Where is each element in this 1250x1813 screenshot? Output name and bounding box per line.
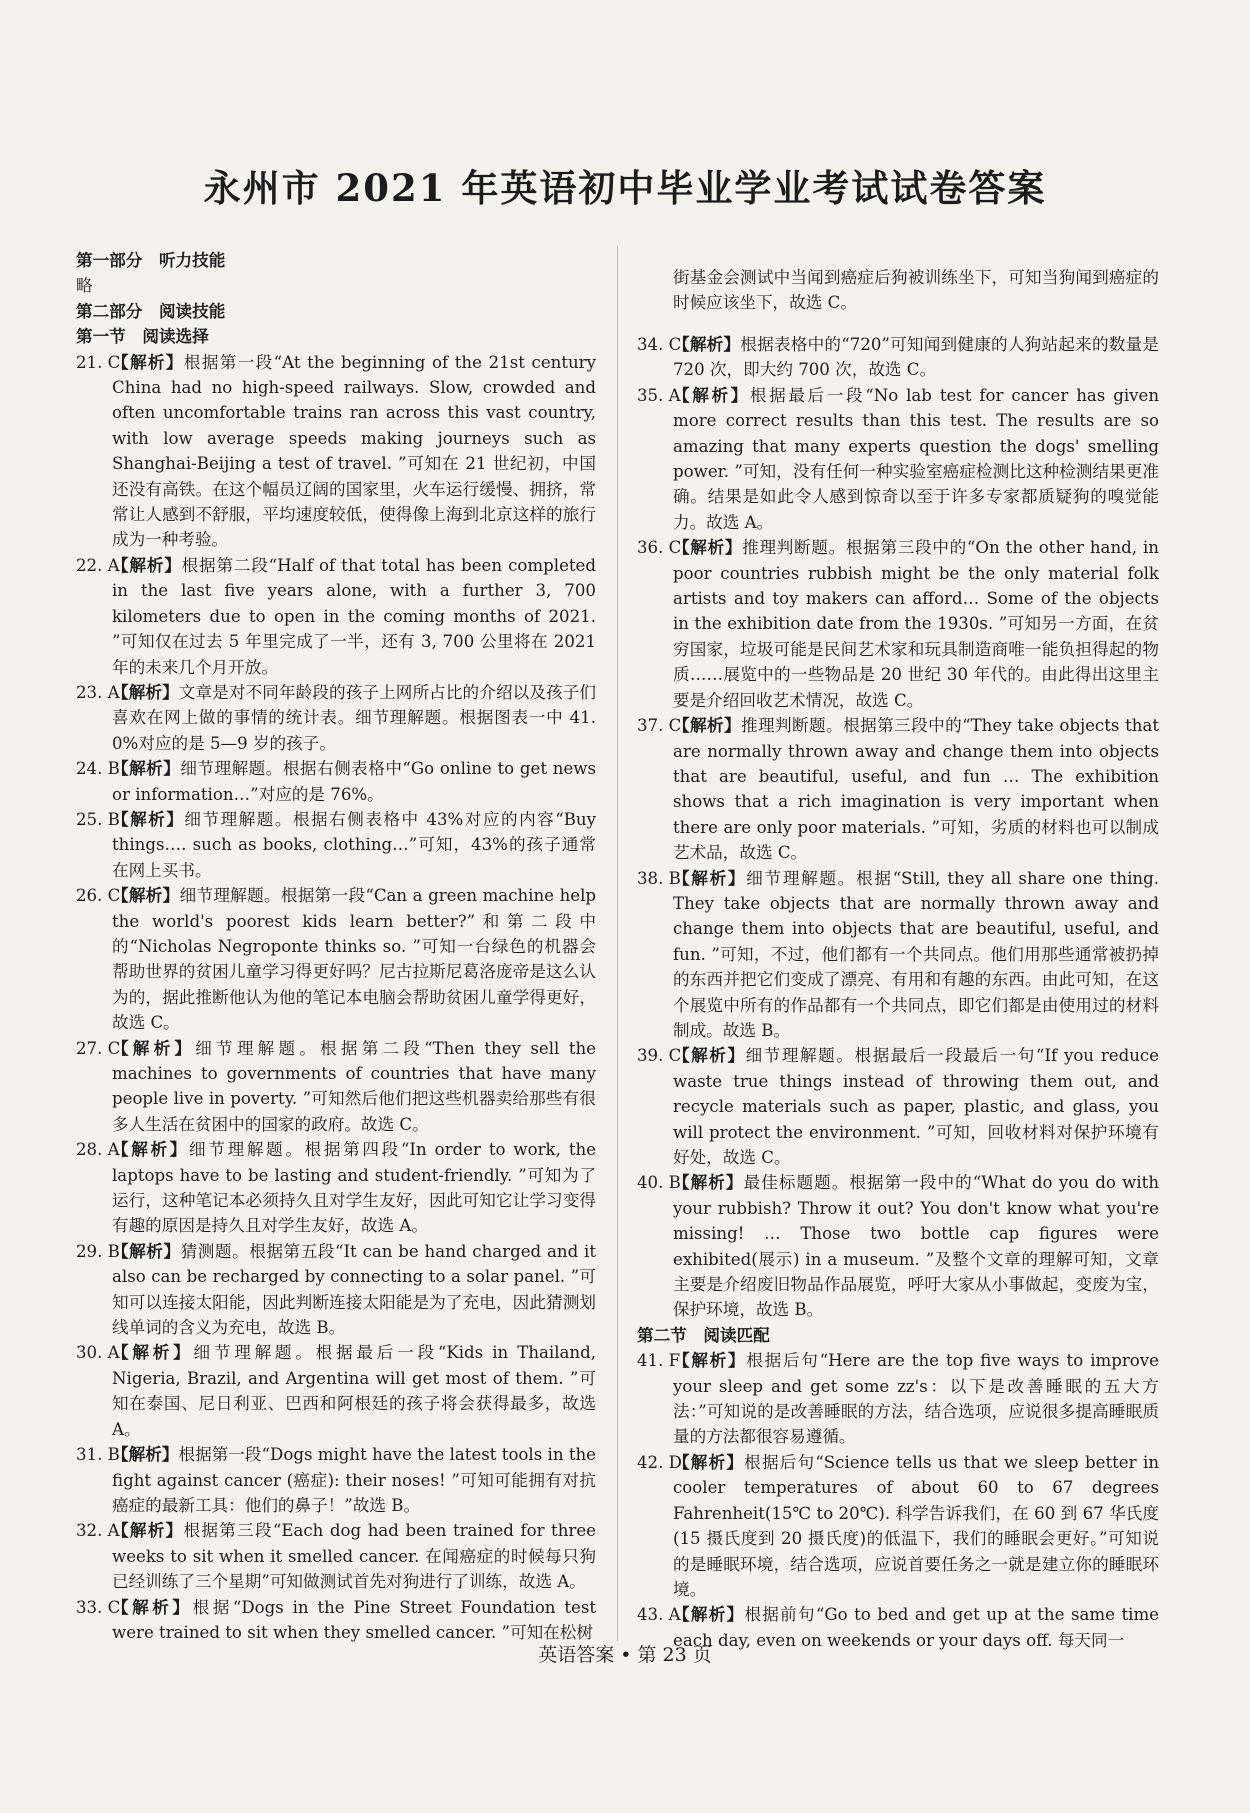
answer-item [76,756,596,807]
section2-heading: 第二节 阅读匹配 [637,1324,770,1345]
answer-text [112,883,596,1035]
answer-number: 29. B [76,1241,120,1261]
answer-item [637,866,1159,1044]
answer-text [112,807,596,883]
answer-body: 猜测题。根据第五段“It can be hand charged and it also can be recharged by connecting to a solar panel. ”可知可以连接太阳能，因此判断连接太阳能是为了充电，因此猜测划线单词的含义为充电，故选 B。 [112,1241,597,1338]
answer-item [76,680,596,756]
analysis-tag: 【解析】 [673,384,750,405]
answer-item [76,1340,596,1442]
answer-body: 细节理解题。根据第一段“Can a green machine help the world's poorest kids learn better?”和第二段中的“Nicholas Negroponte thinks so. ”可知一台绿色的机器会帮助世界的贫困儿童学习得更好吗？尼古拉斯尼葛洛庞帝是这么认为的，据此推断他认为他的笔记本电脑会帮助贫困儿童学得更好，故选 C。 [112,886,597,1033]
analysis-tag: 【解析】 [673,334,741,354]
part2-heading: 第二部分 阅读技能 [76,300,226,321]
answer-body: 细节理解题。根据右侧表格中 43%对应的内容“Buy things…. such as books, clothing…”可知，43%的孩子通常在网上买书。 [112,809,596,880]
answer-item [637,535,1159,713]
answer-number: 43. A [637,1605,681,1625]
page-title: 永州市 2021 年英语初中毕业学业考试试卷答案 [203,166,1047,210]
answer-number: 24. B [76,759,120,779]
answer-text [112,350,596,553]
analysis-tag: 【解析】 [112,1520,184,1541]
part1-text: 略 [76,276,93,296]
answer-text [673,535,1159,713]
answer-text [112,680,596,756]
answer-body: 根据前句“Go to bed and get up at the same time each day, even on weekends or your days off. 每天同一 [673,1605,1160,1650]
answer-number: 33. C [76,1597,121,1617]
answer-number: 27. C [76,1038,121,1058]
answer-text [112,1239,596,1341]
answer-number: 32. A [76,1521,120,1541]
analysis-tag: 【解析】 [112,808,185,829]
section1-heading: 第一节 阅读选择 [76,326,209,347]
answer-item [637,1043,1159,1170]
analysis-tag: 【解析】 [112,1240,181,1261]
answer-item [76,553,596,680]
answer-item [76,1595,596,1646]
answer-item [76,1518,596,1594]
answer-body: 根据最后一段“No lab test for cancer has given more correct results than this test. The results are so amazing that many experts question the dogs' smelling power. ”可知，没有任何一种实验室癌症检测比这种检测结果更准确。结果是如此令人感到惊奇以至于许多专家都质疑狗的嗅觉能力。故选 A。 [673,385,1160,532]
answer-text [673,383,1159,535]
answer-body: 根据第一段“At the beginning of the 21st century China had no high-speed railways. Slow, crowded and often uncomfortable trains ran across this vast country, with low average speeds making journeys such as Shanghai-Beijing a test of travel. ”可知在 21 世纪初，中国还没有高铁。在这个幅员辽阔的国家里，火车运行缓慢、拥挤，常常让人感到不舒服，平均速度较低，使得像上海到北京这样的旅行成为一种考验。 [112,352,596,550]
right-column [637,248,1159,1653]
analysis-tag: 【解析】 [112,554,182,575]
answer-item [76,1137,596,1239]
answer-text [673,713,1159,865]
answer-item [76,1036,596,1138]
answer-body: 最佳标题题。根据第一段中的“What do you do with your rubbish? Throw it out? You don't know what you're missing! … Those two bottle cap figures were exhibited(展示) in a museum. ”及整个文章的理解可知，文章主要是介绍废旧物品作品展览，呼吁大家从小事做起，变废为宝，保护环境，故选 B。 [673,1173,1160,1320]
answer-number: 31. B [76,1445,120,1465]
analysis-tag: 【解析】 [112,1037,196,1058]
analysis-tag: 【解析】 [673,1350,747,1371]
answer-body: 细节理解题。根据右侧表格中“Go online to get news or information…”对应的是 76%。 [112,759,597,804]
answer-text [673,1170,1159,1322]
analysis-tag: 【解析】 [112,1596,193,1617]
answer-body: 细节理解题。根据第二段“Then they sell the machines to governments of countries that have many people live in poverty. ”可知然后他们把这些机器卖给那些有很多人生活在贫困中的国家的政府。故选 C。 [112,1038,596,1134]
answer-continuation: 街基金会测试中当闻到癌症后狗被训练坐下，可知当狗闻到癌症的时候应该坐下，故选 C。 [673,267,1159,312]
answer-number: 40. B [637,1173,681,1193]
left-column [76,248,596,1645]
answer-item [637,713,1159,865]
answer-body: 文章是对不同年龄段的孩子上网所占比的介绍以及孩子们喜欢在网上做的事情的统计表。细节理解题。根据图表一中 41. 0%对应的是 5—9 岁的孩子。 [112,682,597,753]
answer-number: 21. C [76,352,121,372]
answer-item [637,1170,1159,1322]
answer-number: 22. A [76,555,120,575]
answer-number: 39. C [637,1046,682,1066]
answer-item [637,383,1159,535]
answer-item [637,1450,1159,1602]
answer-text [112,1518,596,1594]
answer-text [673,866,1159,1044]
answer-number: 35. A [637,385,681,405]
analysis-tag: 【解析】 [673,715,742,736]
answer-text [112,756,596,807]
answer-number: 38. B [637,868,681,888]
answer-number: 25. B [76,809,120,829]
answer-body: 细节理解题。根据“Still, they all share one thing. They take objects that are normally thrown away and change them into objects that are beautiful, useful, and fun. ”可知，不过，他们都有一个共同点。他们用那些通常被扔掉的东西并把它们变成了漂亮、有用和有趣的东西。由此可知，在这个展览中所有的作品都有一个共同点，即它们都是由使用过的材料制成。故选 B。 [673,868,1159,1040]
answer-item [76,1442,596,1518]
analysis-tag: 【解析】 [112,681,179,702]
answer-number: 34. C [637,335,682,354]
answer-item [637,1348,1159,1450]
analysis-tag: 【解析】 [112,758,181,779]
answer-body: 根据后句“Here are the top five ways to improve your sleep and get some zz's：以下是改善睡眠的五大方法：”可知说的是改善睡眠的方法，结合选项，应说很多提高睡眠质量的方法都很容易遵循。 [673,1351,1159,1447]
answer-body: 细节理解题。根据第四段“In order to work, the laptops have to be lasting and student-friendly. ”可知为了运行，这种笔记本必须持久且对学生友好，因此可知它让学习变得有趣的原因是持久且对学生友好，故选 A。 [112,1140,596,1236]
answer-number: 30. A [76,1343,120,1363]
analysis-tag: 【解析】 [673,1045,746,1066]
answer-body: 根据第一段“Dogs might have the latest tools in the fight against cancer (癌症): their noses! ”可知可能拥有对抗癌症的最新工具：他们的鼻子！”故选 B。 [112,1445,597,1515]
answer-item [76,883,596,1035]
answer-body: 推理判断题。根据第三段中的“On the other hand, in poor countries rubbish might be the only material folk artists and toy makers can afford… Some of the objects in the exhibition date from the 1930s. ”可知另一方面，在贫穷国家，垃圾可能是民间艺术家和玩具制造商唯一能负担得起的物质……展览中的一些物品是 20 世纪 30 年代的。由此得出这里主要是介绍回收艺术情况，故选 C。 [673,538,1159,710]
answer-body: 根据第二段“Half of that total has been completed in the last five years alone, with a further 3, 700 kilometers due to open in the coming months of 2021. ”可知仅在过去 5 年里完成了一半，还有 3, 700 公里将在 2021 年的未来几个月开放。 [112,555,597,677]
analysis-tag: 【解析】 [112,351,184,372]
column-divider [617,246,618,1641]
answer-text [673,332,1159,383]
answer-text [112,553,596,680]
analysis-tag: 【解析】 [673,1172,744,1193]
answer-body: 推理判断题。根据第三段中的“They take objects that are normally thrown away and change them into objects that are beautiful, useful, and fun … The exhibition shows that a rich imagination is very important when there are only poor materials. ”可知，劣质的材料也可以制成艺术品，故选 C。 [673,716,1160,863]
answer-text [112,1137,596,1239]
answer-text [673,1450,1159,1602]
answer-body: 细节理解题。根据最后一段“Kids in Thailand, Nigeria, Brazil, and Argentina will get most of them. ”可知在泰国、尼日利亚、巴西和阿根廷的孩子将会获得最多，故选 A。 [112,1343,597,1439]
answer-number: 28. A [76,1140,120,1160]
answer-number: 37. C [637,716,682,736]
answer-body: 细节理解题。根据最后一段最后一句“If you reduce waste true things instead of throwing them out, and recycle materials such as paper, plastic, and glass, you will protect the environment. ”可知，回收材料对保护环境有好处，故选 C。 [673,1046,1159,1167]
answer-number: 23. A [76,682,120,702]
analysis-tag: 【解析】 [112,1139,190,1160]
answer-number: 26. C [76,886,121,906]
analysis-tag: 【解析】 [112,1342,194,1363]
answer-item [76,1239,596,1341]
answer-text [112,1036,596,1138]
analysis-tag: 【解析】 [673,1451,745,1472]
answer-body: 根据“Dogs in the Pine Street Foundation test were trained to sit when they smelled cancer. ”可知在松树 [112,1597,596,1642]
analysis-tag: 【解析】 [673,537,743,558]
answer-body: 根据后句“Science tells us that we sleep better in cooler temperatures of about 60 to 67 degrees Fahrenheit(15℃ to 20℃). 科学告诉我们，在 60 到 67 华氏度(15 摄氏度到 20 摄氏度)的低温下，我们的睡眠会更好。”可知说的是睡眠环境，结合选项，应说首要任务之一就是建立你的睡眠环境。 [673,1452,1160,1599]
answer-text [112,1340,596,1442]
analysis-tag: 【解析】 [112,1444,179,1465]
answer-body: 根据表格中的“720”可知闻到健康的人狗站起来的数量是 720 次，即大约 700 次，故选 C。 [673,335,1160,380]
analysis-tag: 【解析】 [112,885,180,906]
answer-body: 根据第三段“Each dog had been trained for three weeks to sit when it smelled cancer. 在闻癌症的时候每只狗已经训练了三个星期”可知做测试首先对狗进行了训练，故选 A。 [112,1521,596,1592]
answer-item [76,350,596,553]
answer-item [76,807,596,883]
answer-item [637,332,1159,383]
answer-number: 41. F [637,1351,681,1371]
answer-text [112,1442,596,1518]
answer-text [673,1348,1159,1450]
answer-number: 36. C [637,538,682,558]
answer-number: 42. D [637,1452,682,1472]
analysis-tag: 【解析】 [673,867,747,888]
page-footer: 英语答案 • 第 23 页 [538,1644,712,1666]
analysis-tag: 【解析】 [673,1604,745,1625]
part1-heading: 第一部分 听力技能 [76,250,226,270]
answer-text [673,1043,1159,1170]
answer-text [112,1595,596,1646]
